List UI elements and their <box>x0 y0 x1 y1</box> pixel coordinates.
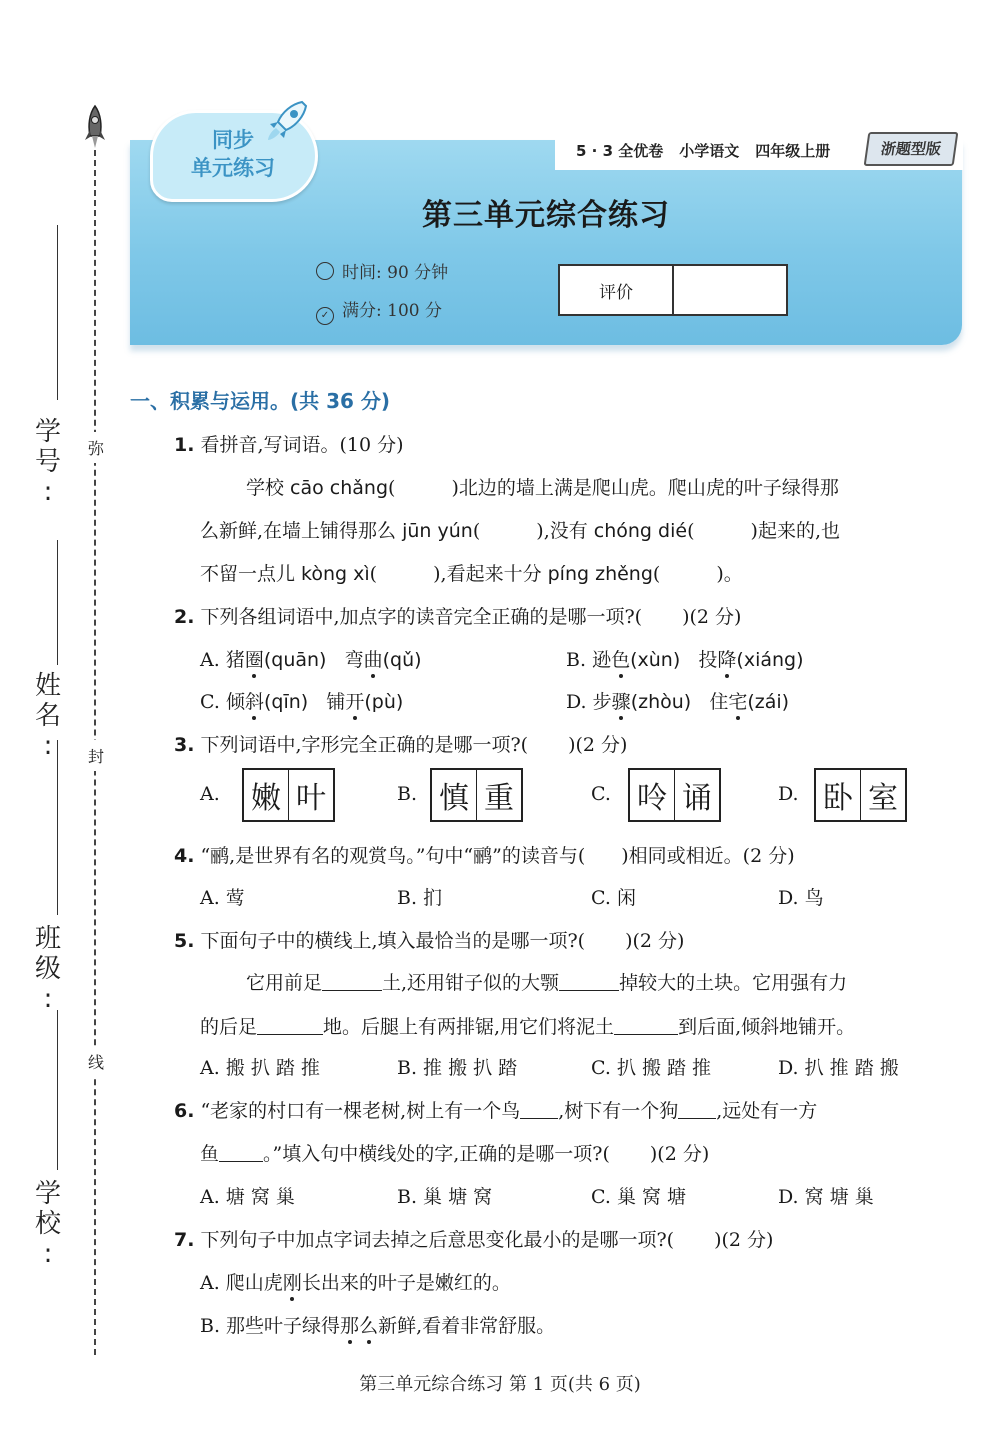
score-info: ✓ 满分: 100 分 <box>316 296 442 325</box>
q4-option-a[interactable]: A. 莺 <box>200 887 245 909</box>
q3-option-d-label[interactable]: D. <box>778 783 799 805</box>
q6-option-a[interactable]: A. 塘 窝 巢 <box>200 1186 295 1208</box>
edition-badge: 浙题型版 <box>864 132 959 166</box>
q3-option-a-label[interactable]: A. <box>200 783 220 805</box>
q4-option-b[interactable]: B. 扪 <box>397 887 443 909</box>
q5-option-d[interactable]: D. 扒 推 踏 搬 <box>778 1057 899 1079</box>
q5-blank-4[interactable] <box>614 1016 678 1035</box>
q1-line-3: 不留一点儿 kòng xì( ),看起来十分 píng zhěng( )。 <box>200 563 743 585</box>
class-label: 班级 : <box>34 924 61 1014</box>
q3-option-c-box[interactable]: 呤 诵 <box>628 768 721 822</box>
q6-blank-3[interactable] <box>219 1143 263 1162</box>
q5-line-1: 它用前足 土,还用钳子似的大颚 掉较大的土块。它用强有力 <box>246 972 848 994</box>
evaluation-label: 评价 <box>560 266 674 314</box>
question-4: 4. “鹂,是世界有名的观赏鸟。”句中“鹂”的读音与( )相同或相近。(2 分) <box>174 845 795 867</box>
q4-option-c[interactable]: C. 闲 <box>591 887 636 909</box>
q3-option-d-box[interactable]: 卧 室 <box>814 768 907 822</box>
q3-option-b-label[interactable]: B. <box>397 783 418 805</box>
question-2: 2. 下列各组词语中,加点字的读音完全正确的是哪一项?( )(2 分) <box>174 606 742 628</box>
q5-option-c[interactable]: C. 扒 搬 踏 推 <box>591 1057 712 1079</box>
series-info: 5 · 3 全优卷 小学语文 四年级上册 <box>576 142 831 160</box>
name-label: 姓名 : <box>34 671 61 761</box>
q6-option-c[interactable]: C. 巢 窝 塘 <box>591 1186 687 1208</box>
q6-blank-1[interactable] <box>520 1100 558 1119</box>
q6-line-2: 鱼 。”填入句中横线处的字,正确的是哪一项?( )(2 分) <box>200 1143 710 1165</box>
class-line[interactable] <box>57 740 58 915</box>
q2-option-c[interactable]: C. 倾斜(qīn) 铺开(pù) <box>200 691 404 713</box>
q4-option-d[interactable]: D. 鸟 <box>778 887 824 909</box>
q6-option-b[interactable]: B. 巢 塘 窝 <box>397 1186 493 1208</box>
q5-option-a[interactable]: A. 搬 扒 踏 推 <box>200 1057 320 1079</box>
q3-option-a-box[interactable]: 嫩 叶 <box>242 768 335 822</box>
q3-option-c-label[interactable]: C. <box>591 783 611 805</box>
rocket-icon <box>262 98 310 146</box>
evaluation-box <box>558 264 788 316</box>
question-1: 1. 看拼音,写词语。(10 分) <box>174 434 404 456</box>
q1-line-1: 学校 cāo chǎng( )北边的墙上满是爬山虎。爬山虎的叶子绿得那 <box>246 477 839 499</box>
page-footer: 第三单元综合练习 第 1 页(共 6 页) <box>359 1374 641 1395</box>
q7-option-a[interactable]: A. 爬山虎刚长出来的叶子是嫩红的。 <box>200 1272 511 1294</box>
q5-line-2: 的后足 地。后腿上有两排锯,用它们将泥土 到后面,倾斜地铺开。 <box>200 1016 856 1038</box>
cut-mark-xian: 线 <box>86 1046 106 1077</box>
q6-blank-2[interactable] <box>678 1100 716 1119</box>
section-heading: 一、积累与运用。(共 36 分) <box>130 389 391 413</box>
school-label: 学校 : <box>34 1179 61 1269</box>
badge-line-1: 同步 <box>212 128 254 152</box>
q5-blank-3[interactable] <box>257 1016 323 1035</box>
question-6: 6. “老家的村口有一棵老树,树上有一个鸟 ,树下有一个狗 ,远处有一方 <box>174 1100 818 1122</box>
q2-option-a[interactable]: A. 猪圈(quān) 弯曲(qǔ) <box>200 649 422 671</box>
question-7: 7. 下列句子中加点字词去掉之后意思变化最小的是哪一项?( )(2 分) <box>174 1229 774 1251</box>
cut-mark-feng: 封 <box>86 740 106 771</box>
student-id-line[interactable] <box>57 225 58 400</box>
question-5: 5. 下面句子中的横线上,填入最恰当的是哪一项?( )(2 分) <box>174 930 685 952</box>
rocket-icon <box>84 104 106 150</box>
page-title: 第三单元综合练习 <box>422 198 670 233</box>
badge-line-2: 单元练习 <box>191 156 275 180</box>
q3-option-b-box[interactable]: 慎 重 <box>430 768 523 822</box>
cut-mark-mi: 弥 <box>86 432 106 463</box>
q6-option-d[interactable]: D. 窝 塘 巢 <box>778 1186 874 1208</box>
check-icon: ✓ <box>316 307 334 325</box>
school-line[interactable] <box>57 1010 58 1170</box>
time-info: 时间: 90 分钟 <box>316 258 448 283</box>
q5-blank-2[interactable] <box>559 972 619 991</box>
q2-option-d[interactable]: D. 步骤(zhòu) 住宅(zái) <box>566 691 790 713</box>
q7-option-b[interactable]: B. 那些叶子绿得那么新鲜,看着非常舒服。 <box>200 1315 556 1337</box>
q2-option-b[interactable]: B. 逊色(xùn) 投降(xiáng) <box>566 649 804 671</box>
name-line[interactable] <box>57 540 58 665</box>
question-3: 3. 下列词语中,字形完全正确的是哪一项?( )(2 分) <box>174 734 628 756</box>
student-id-label: 学号 : <box>34 417 61 507</box>
evaluation-field[interactable] <box>674 266 786 314</box>
clock-icon <box>316 262 334 280</box>
q5-blank-1[interactable] <box>322 972 382 991</box>
q5-option-b[interactable]: B. 推 搬 扒 踏 <box>397 1057 518 1079</box>
q1-line-2: 么新鲜,在墙上铺得那么 jūn yún( ),没有 chóng dié( )起来的,也 <box>200 520 840 542</box>
